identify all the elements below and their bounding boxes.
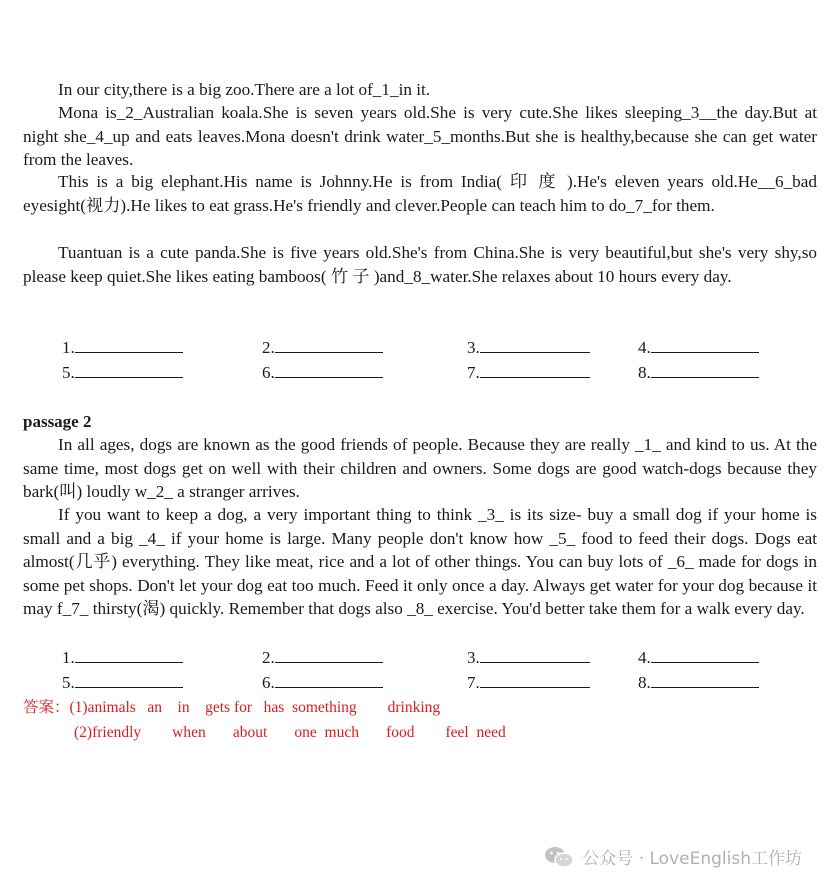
passage2-blank-2[interactable]: 2. — [262, 647, 383, 669]
passage1-blank-6[interactable]: 6. — [262, 362, 383, 384]
passage2-blank-8[interactable]: 8. — [638, 672, 759, 694]
answers-line-1: 答案：(1)animals an in gets for has something drinking — [23, 699, 441, 716]
passage1-blank-4[interactable]: 4. — [638, 337, 759, 359]
passage2-blank-3[interactable]: 3. — [467, 647, 590, 669]
passage2-heading: passage 2 — [23, 412, 92, 431]
passage1-paragraph-2: Mona is_2_Australian koala.She is seven years old.She is very cute.She likes sleeping_3__the day.But at night she_4_up and eats leaves.Mona doesn't drink water_5_months.But she is healthy,because she can get water from the leaves. — [23, 103, 817, 170]
watermark-text: 公众号 · LoveEnglish工作坊 — [582, 849, 802, 869]
passage1-paragraph-4: Tuantuan is a cute panda.She is five years old.She's from China.She is very beautiful,but she's very shy,so please keep quiet.She likes eating bamboos( 竹 子 )and_8_water.She relaxes about 10 hours every day. — [23, 243, 817, 286]
passage2-paragraph-2: If you want to keep a dog, a very important thing to think _3_ is its size- buy a small dog if your home is small and a big _4_ if your home is large. Many people don't know how _5_ food to feed their dogs. Dogs eat almost(几乎) everything. They like meat, rice and a lot of other things. You can buy lots of _6_ made for dogs in some pet shops. Don't let your dog eat too much. Feed it only once a day. Always get water for your dog because it may f_7_ thirsty(渴) quickly. Remember that dogs also _8_ exercise. You'd better take them for a walk every day. — [23, 505, 817, 619]
passage2-paragraph-1: In all ages, dogs are known as the good friends of people. Because they are really _1_ and kind to us. At the same time, most dogs get on well with their children and owners. Some dogs are good watch-dogs because they bark(叫) loudly w_2_ a stranger arrives. — [23, 435, 817, 502]
passage2-blank-7[interactable]: 7. — [467, 672, 590, 694]
passage1-blank-1[interactable]: 1. — [62, 337, 183, 359]
answers-line-2: (2)friendly when about one much food feel need — [74, 724, 506, 741]
passage1-paragraph-3: This is a big elephant.His name is Johnny.He is from India( 印 度 ).He's eleven years old.He__6_bad eyesight(视力).He likes to eat grass.He's friendly and clever.People can teach him to do_7_for them. — [23, 172, 817, 215]
passage1-blank-2[interactable]: 2. — [262, 337, 383, 359]
wechat-icon — [544, 845, 574, 869]
passage2-blank-4[interactable]: 4. — [638, 647, 759, 669]
passage2-blank-5[interactable]: 5. — [62, 672, 183, 694]
watermark — [544, 844, 802, 869]
passage1-blank-7[interactable]: 7. — [467, 362, 590, 384]
passage1-blank-5[interactable]: 5. — [62, 362, 183, 384]
passage1-blank-8[interactable]: 8. — [638, 362, 759, 384]
passage1-paragraph-1: In our city,there is a big zoo.There are a lot of_1_in it. — [58, 80, 431, 99]
passage2-blank-6[interactable]: 6. — [262, 672, 383, 694]
passage2-blank-1[interactable]: 1. — [62, 647, 183, 669]
passage1-blank-3[interactable]: 3. — [467, 337, 590, 359]
